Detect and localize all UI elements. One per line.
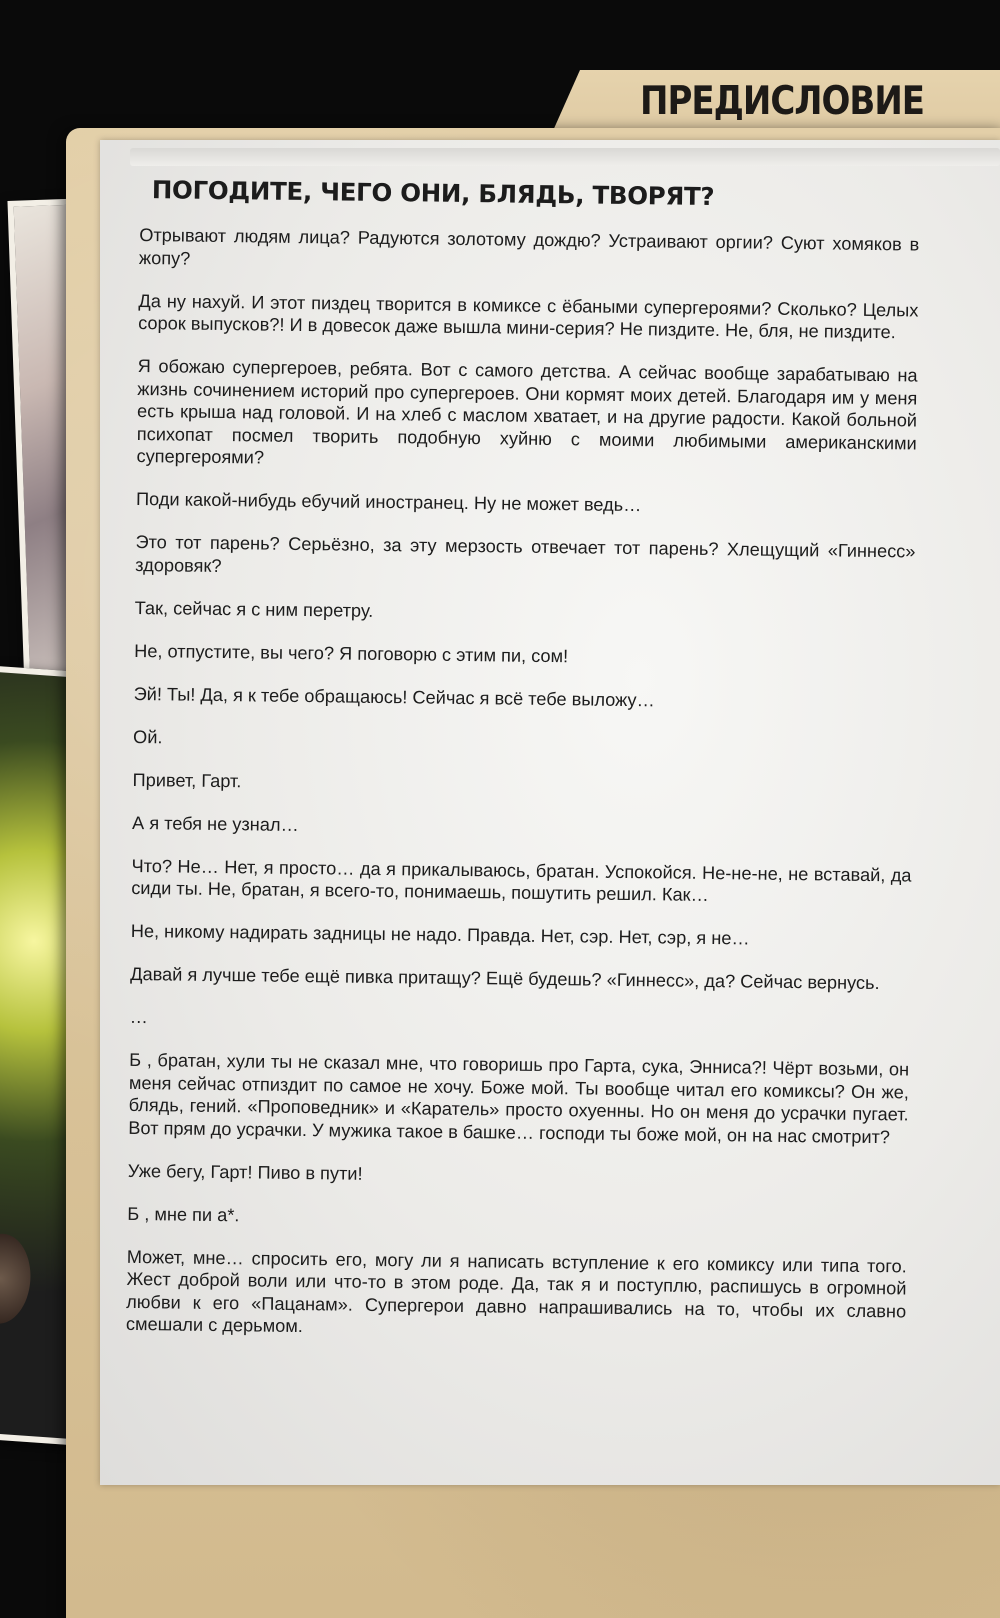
paragraph: Не, никому надирать задницы не надо. Правда. Нет, сэр. Нет, сэр, я не… — [130, 920, 750, 949]
paragraph: Эй! Ты! Да, я к тебе обращаюсь! Сейчас я всё тебе выложу… — [133, 683, 655, 710]
paragraph: Б , братан, хули ты не сказал мне, что говоришь про Гарта, сука, Энниса?! Чёрт возьми, он меня сейчас отпиздит по самое не хочу. Боже мой. Ты вообще читал его комиксы? Он же, блядь, гений. «Проповедник» и «Каратель» просто охуенны. Но он меня до усрачки пугает. Вот прям до усрачки. У мужика такое в башке… господи ты боже мой, он на нас смотрит? — [128, 1049, 910, 1147]
paragraph: А я тебя не узнал… — [131, 812, 299, 835]
paragraph: Отрывают людям лица? Радуются золотому дождю? Устраивают оргии? Суют хомяков в жопу? — [138, 224, 920, 269]
paragraph: Ой. — [133, 726, 163, 747]
paragraph: Это тот парень? Серьёзно, за эту мерзость отвечает тот парень? Хлещущий «Гиннесс» здоровяк? — [135, 531, 916, 576]
paragraph: Уже бегу, Гарт! Пиво в пути! — [127, 1160, 363, 1184]
section-title: ПРЕДИСЛОВИЕ — [640, 78, 925, 125]
paragraph: Так, сейчас я с ним перетру. — [134, 597, 374, 621]
paragraph: Что? Не… Нет, я просто… да я прикалываюсь, братан. Успокойся. Не-не-не, не вставай, да сиди ты. Не, братан, я всего-то, понимаешь, пошутить решил. Как… — [131, 855, 912, 906]
paragraph: Не, отпустите, вы чего? Я поговорю с этим пи, сом! — [134, 640, 569, 666]
paragraph: Я обожаю супергероев, ребята. Вот с самого детства. А сейчас вообще зарабатываю на жизнь сочинением историй про супергероев. Они кормят моих детей. Благодаря им у меня есть крыша над головой. И на хлеб с маслом хватает, и на другие радости. Какой больной психопат посмел творить подобную хуйню с моими любимыми американскими супергероями? — [136, 355, 918, 468]
article — [126, 175, 920, 1365]
paragraph: … — [129, 1006, 149, 1028]
paragraph: Да ну нахуй. И этот пиздец творится в комиксе с ёбаными супергероями? Сколько? Целых сорок выпусков?! И в довесок даже вышла мини-серия? Не пиздите. Не, бля, не пиздите. — [138, 290, 919, 343]
paragraph: Б , мне пи а*. — [127, 1203, 240, 1225]
paragraph: Поди какой-нибудь ебучий иностранец. Ну не может ведь… — [135, 488, 642, 516]
paragraph: Может, мне… спросить его, могу ли я написать вступление к его комиксу или типа того. Жест доброй воли или что-то в этом роде. Да, так я и поступлю, распишусь в огромной любви к его «Пацанам». Супергерои давно напрашивались на то, чтобы их славно смешали с дерьмом. — [125, 1246, 907, 1337]
paragraph: Привет, Гарт. — [132, 769, 242, 791]
paragraph: Давай я лучше тебе ещё пивка притащу? Ещё будешь? «Гиннесс», да? Сейчас вернусь. — [130, 963, 880, 994]
article-heading: ПОГОДИТЕ, ЧЕГО ОНИ, БЛЯДЬ, ТВОРЯТ? — [151, 175, 715, 212]
